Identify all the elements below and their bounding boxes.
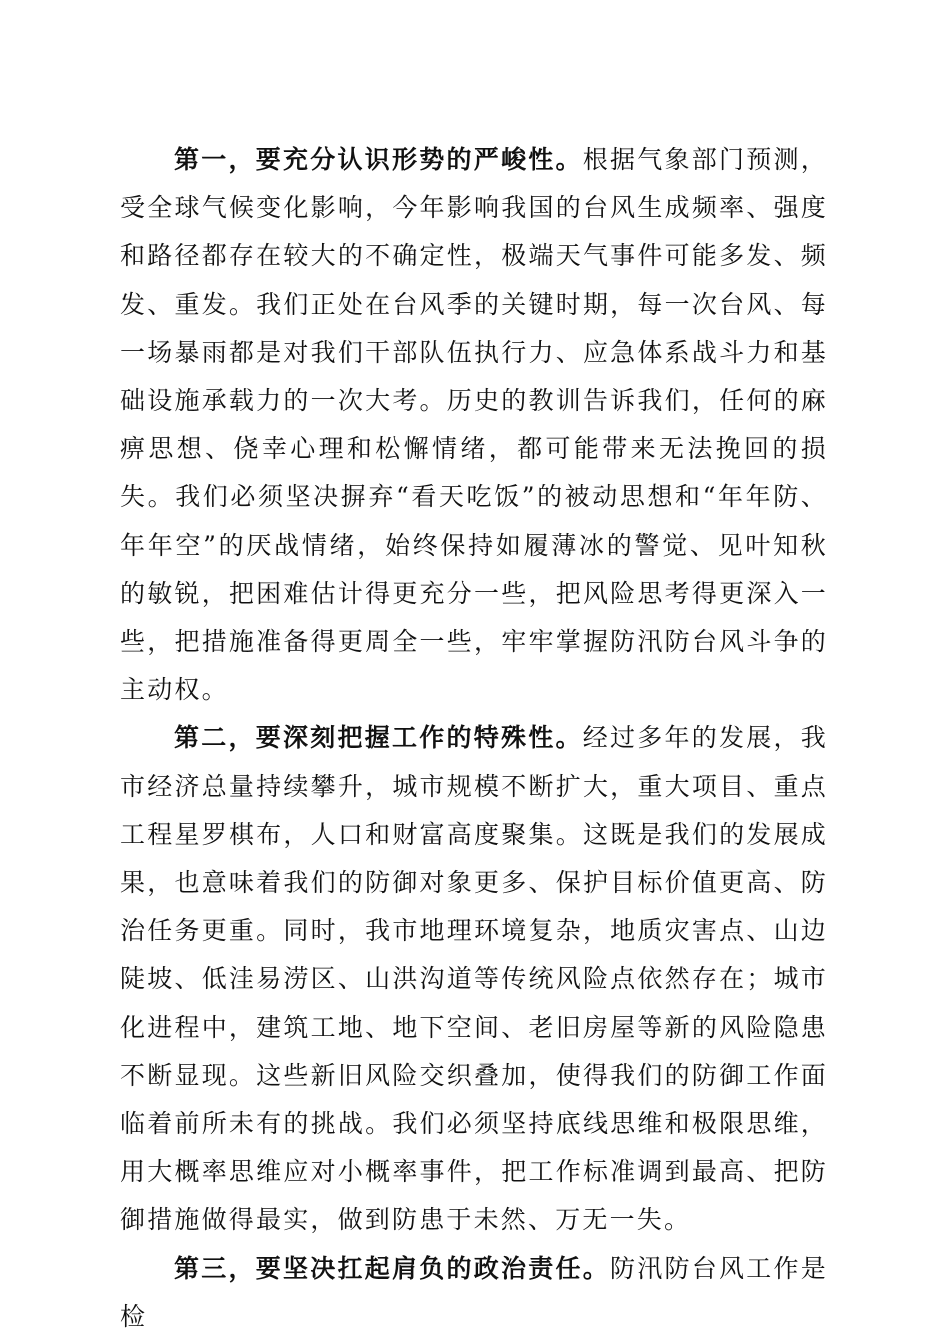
paragraph-1 [120, 136, 828, 714]
paragraph-2 [120, 714, 828, 1244]
paragraph-1-heading: 第一，要充分认识形势的严峻性。 [174, 145, 583, 174]
paragraph-3-text: 防汛防台风工作是检 [120, 1253, 828, 1331]
paragraph-3-heading: 第三，要坚决扛起肩负的政治责任。 [174, 1253, 611, 1283]
document-body [120, 136, 828, 1341]
paragraph-3 [120, 1245, 828, 1341]
paragraph-1-text: 根据气象部门预测，受全球气候变化影响，今年影响我国的台风生成频率、强度和路径都存在较大的不确定性，极端天气事件可能多发、频发、重发。我们正处在台风季的关键时期，每一次台风、每一场暴雨都是对我们干部队伍执行力、应急体系战斗力和基础设施承载力的一次大考。历史的教训告诉我们，任何的麻痹思想、侥幸心理和松懈情绪，都可能带来无法挽回的损失。我们必须坚决摒弃“看天吃饭”的被动思想和“年年防、年年空”的厌战情绪，始终保持如履薄冰的警觉、见叶知秋的敏锐，把困难估计得更充分一些，把风险思考得更深入一些，把措施准备得更周全一些，牢牢掌握防汛防台风斗争的主动权。 [120, 145, 828, 705]
paragraph-2-text: 经过多年的发展，我市经济总量持续攀升，城市规模不断扩大，重大项目、重点工程星罗棋布，人口和财富高度聚集。这既是我们的发展成果，也意味着我们的防御对象更多、保护目标价值更高、防治任务更重。同时，我市地理环境复杂，地质灾害点、山边陡坡、低洼易涝区、山洪沟道等传统风险点依然存在；城市化进程中，建筑工地、地下空间、老旧房屋等新的风险隐患不断显现。这些新旧风险交织叠加，使得我们的防御工作面临着前所未有的挑战。我们必须坚持底线思维和极限思维，用大概率思维应对小概率事件，把工作标准调到最高、把防御措施做得最实，做到防患于未然、万无一失。 [120, 723, 828, 1235]
paragraph-2-heading: 第二，要深刻把握工作的特殊性。 [174, 723, 583, 753]
